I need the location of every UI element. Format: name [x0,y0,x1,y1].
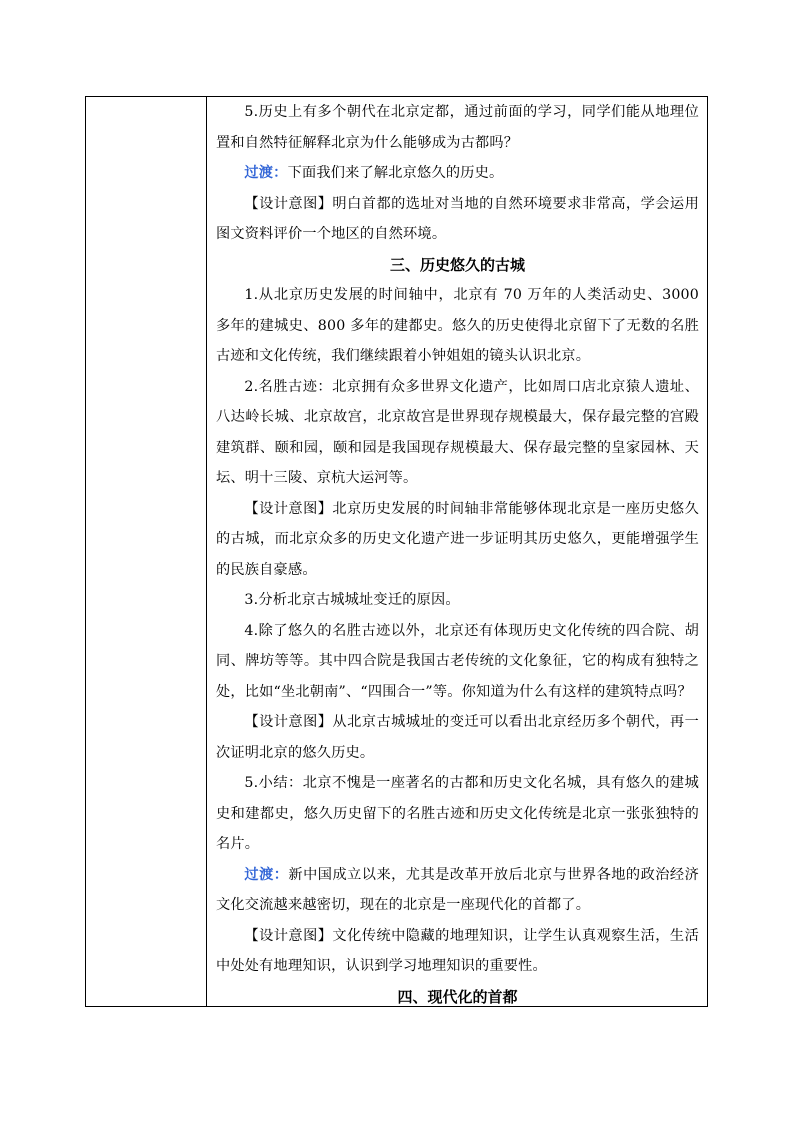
paragraph [216,707,699,768]
paragraph-text: 【设计意图】北京历史发展的时间轴非常能够体现北京是一座历史悠久的古城，而北京众多的历史文化遗产进一步证明其历史悠久，更能增强学生的民族自豪感。 [216,500,699,578]
left-column-cell [86,97,207,1006]
paragraph-text: 3.分析北京古城城址变迁的原因。 [244,592,460,608]
section-part1 [216,97,699,250]
paragraph [216,585,699,616]
paragraph-text: 新中国成立以来，尤其是改革开放后北京与世界各地的政治经济文化交流越来越密切，现在的北京是一座现代化的首都了。 [216,866,699,913]
paragraph-text: 5.小结：北京不愧是一座著名的古都和历史文化名城，具有悠久的建城史和建都史，悠久历史留下的名胜古迹和历史文化传统是北京一张张独特的名片。 [216,775,699,852]
paragraph [216,158,699,189]
transition-label: 过渡： [244,866,289,883]
paragraph-text: 1.从北京历史发展的时间轴中，北京有 70 万年的人类活动史、3000 多年的建城史、800 多年的建都史。悠久的历史使得北京留下了无数的名胜古迹和文化传统，我们继续跟着小钟姐姐的镜头认识北京。 [216,287,699,364]
content-cell [208,97,707,1006]
paragraph [216,616,699,708]
heading-section-3: 三、历史悠久的古城 [389,255,525,274]
paragraph [216,189,699,250]
paragraph-text: 2.名胜古迹：北京拥有众多世界文化遗产，比如周口店北京猿人遗址、八达岭长城、北京故宫，北京故宫是世界现存规模最大，保存最完整的宫殿建筑群、颐和园，颐和园是我国现存规模最大、保存最完整的皇家园林、天坛、明十三陵、京杭大运河等。 [216,378,699,486]
paragraph [216,97,699,158]
paragraph-text: 【设计意图】从北京古城城址的变迁可以看出北京经历多个朝代，再一次证明北京的悠久历史。 [216,714,699,761]
lesson-table [85,96,708,1007]
paragraph-text: 下面我们来了解北京悠久的历史。 [287,165,504,181]
section-part2 [216,280,699,982]
paragraph [216,280,699,372]
paragraph-text: 【设计意图】明白首都的选址对当地的自然环境要求非常高，学会运用图文资料评价一个地区的自然环境。 [216,195,699,242]
paragraph-text: 5.历史上有多个朝代在北京定都，通过前面的学习，同学们能从地理位置和自然特征解释北京为什么能够成为古都吗？ [216,104,699,151]
paragraph [216,768,699,860]
paragraph-text: 【设计意图】文化传统中隐藏的地理知识，让学生认真观察生活，生活中处处有地理知识，认识到学习地理知识的重要性。 [216,927,699,974]
transition-label: 过渡： [244,165,288,181]
paragraph [216,372,699,494]
paragraph [216,860,699,921]
paragraph-text: 4.除了悠久的名胜古迹以外，北京还有体现历史文化传统的四合院、胡同、牌坊等等。其中四合院是我国古老传统的文化象征，它的构成有独特之处，比如“坐北朝南”、“四围合一”等。你知道为什么有这样的建筑特点吗？ [216,622,699,700]
heading-section-4: 四、现代化的首都 [397,987,518,1006]
paragraph [216,494,699,586]
paragraph [216,921,699,982]
